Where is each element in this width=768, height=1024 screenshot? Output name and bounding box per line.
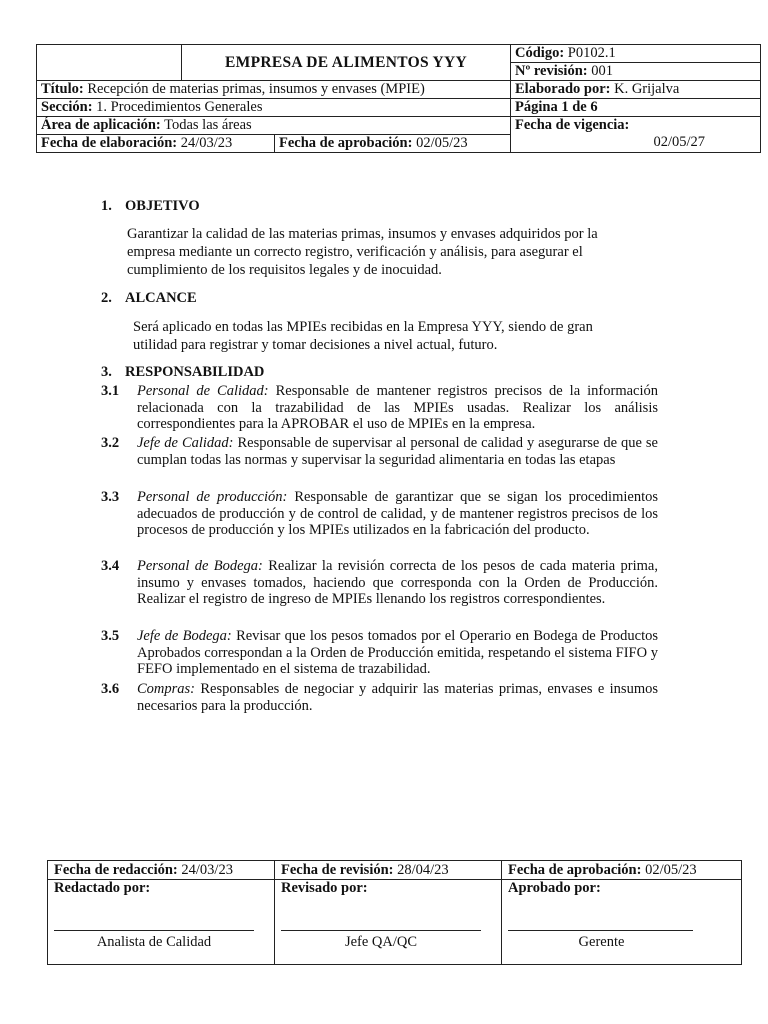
elaborado-value: K. Grijalva: [614, 81, 680, 97]
resp-item-personal-produccion: [101, 489, 658, 539]
signature-line: [508, 930, 693, 931]
pagina-cell: [511, 99, 761, 117]
codigo-label: Código:: [515, 45, 565, 61]
resp-text: Responsables de negociar y adquirir las materias primas, envases e insumos necesarios para la producción.: [137, 681, 658, 714]
objetivo-line: cumplimiento de los requisitos legales y de inocuidad.: [127, 262, 442, 278]
section-title: ALCANCE: [125, 290, 197, 306]
resp-item-jefe-bodega: [101, 628, 658, 678]
document-header-table: [36, 44, 761, 153]
objetivo-line: empresa mediante un correcto registro, verificación y análisis, para asegurar el: [127, 244, 583, 260]
alcance-line: utilidad para registrar y tomar decisiones a nivel actual, futuro.: [133, 337, 498, 353]
section-number: 1.: [101, 198, 112, 214]
aprobacion-fecha-label: Fecha de aprobación:: [508, 862, 642, 878]
revision-fecha-cell: [275, 861, 502, 880]
alcance-line: Será aplicado en todas las MPIEs recibidas en la Empresa YYY, siendo de gran: [133, 319, 593, 335]
vigencia-cell: [511, 117, 761, 153]
resp-item-compras: [101, 681, 658, 714]
redaccion-cell: [48, 861, 275, 880]
section-title: RESPONSABILIDAD: [125, 364, 265, 380]
objetivo-text: [127, 225, 653, 279]
elaborado-cell: [511, 81, 761, 99]
resp-number: 3.3: [101, 489, 120, 505]
titulo-cell: [37, 81, 511, 99]
signature-line: [54, 930, 254, 931]
elaboracion-label: Fecha de elaboración:: [41, 135, 178, 151]
aprobacion-cell: [275, 135, 511, 153]
resp-number: 3.1: [101, 383, 120, 399]
codigo-cell: [511, 45, 761, 63]
revisado-role: Jefe QA/QC: [344, 934, 418, 950]
section-title: OBJETIVO: [125, 198, 200, 214]
resp-text: Responsable de garantizar que se sigan los procedimientos adecuados de producción y de control de calidad, y de mantener registros precisos de los procesos de producción y los MPIEs utilizados en la fabricación del producto.: [137, 489, 658, 538]
revision-fecha-label: Fecha de revisión:: [281, 862, 394, 878]
elaboracion-value: 24/03/23: [180, 135, 233, 151]
area-cell: [37, 117, 511, 135]
resp-role: Personal de Bodega:: [137, 558, 263, 574]
section-responsabilidad-heading: [101, 364, 264, 381]
titulo-label: Título:: [41, 81, 84, 97]
resp-item-jefe-calidad: [101, 435, 658, 468]
revision-cell: [511, 63, 761, 81]
redactado-label: Redactado por:: [54, 880, 151, 896]
elaborado-label: Elaborado por:: [515, 81, 611, 97]
revisado-label: Revisado por:: [281, 880, 368, 896]
seccion-value: 1. Procedimientos Generales: [96, 99, 263, 115]
aprobado-label: Aprobado por:: [508, 880, 601, 896]
resp-number: 3.2: [101, 435, 120, 451]
aprobado-cell: [502, 880, 742, 965]
revisado-cell: [275, 880, 502, 965]
resp-item-personal-calidad: [101, 383, 658, 433]
section-objetivo-heading: [101, 198, 200, 215]
aprobado-role: Gerente: [578, 934, 625, 950]
resp-role: Personal de producción:: [137, 489, 288, 505]
resp-role: Jefe de Bodega:: [137, 628, 232, 644]
section-number: 3.: [101, 364, 112, 380]
resp-role: Jefe de Calidad:: [137, 435, 234, 451]
redactado-role: Analista de Calidad: [96, 934, 212, 950]
aprobacion-fecha-value: 02/05/23: [645, 862, 697, 878]
resp-role: Compras:: [137, 681, 196, 697]
revision-value: 001: [591, 63, 613, 79]
seccion-label: Sección:: [41, 99, 93, 115]
resp-role: Personal de Calidad:: [137, 383, 269, 399]
company-name: EMPRESA DE ALIMENTOS YYY: [182, 45, 511, 81]
page-number: Página 1 de 6: [515, 99, 598, 115]
resp-text: Responsable de mantener registros precisos de la información relacionada con la trazabilidad de las MPIEs usadas. Realizar los análisis correspondientes para la APROBAR el uso de MPIEs en la empresa.: [137, 383, 658, 432]
elaboracion-cell: [37, 135, 275, 153]
redaccion-label: Fecha de redacción:: [54, 862, 178, 878]
seccion-cell: [37, 99, 511, 117]
vigencia-label: Fecha de vigencia:: [515, 117, 630, 133]
revision-fecha-value: 28/04/23: [397, 862, 449, 878]
resp-number: 3.6: [101, 681, 120, 697]
aprobacion-label: Fecha de aprobación:: [279, 135, 413, 151]
resp-text: Realizar la revisión correcta de los pesos de cada materia prima, insumo y envases tomados, haciendo que corresponda con la Orden de Producción. Realizar el registro de ingreso de MPIEs llenando los registros correspondientes.: [137, 558, 658, 607]
header-logo-cell: [37, 45, 182, 81]
resp-item-personal-bodega: [101, 558, 658, 608]
signature-line: [281, 930, 481, 931]
aprobacion-fecha-cell: [502, 861, 742, 880]
titulo-value: Recepción de materias primas, insumos y envases (MPIE): [87, 81, 425, 97]
resp-text: Responsable de supervisar al personal de calidad y asegurarse de que se cumplan todas las normas y supervisar la seguridad alimentaria en todas las etapas: [137, 435, 658, 468]
redaccion-value: 24/03/23: [181, 862, 233, 878]
redactado-cell: [48, 880, 275, 965]
codigo-value: P0102.1: [567, 45, 616, 61]
aprobacion-value: 02/05/23: [416, 135, 468, 151]
vigencia-value: 02/05/27: [653, 134, 705, 150]
approval-footer-table: [47, 860, 742, 965]
objetivo-line: Garantizar la calidad de las materias primas, insumos y envases adquiridos por la: [127, 226, 598, 242]
revision-label: Nº revisión:: [515, 63, 588, 79]
section-number: 2.: [101, 290, 112, 306]
section-alcance-heading: [101, 290, 197, 307]
area-value: Todas las áreas: [164, 117, 252, 133]
resp-number: 3.5: [101, 628, 120, 644]
resp-number: 3.4: [101, 558, 120, 574]
resp-text: Revisar que los pesos tomados por el Operario en Bodega de Productos Aprobados correspondan a la Orden de Producción emitida, respetando el sistema FIFO y FEFO implementado en el sistema de trazabilidad.: [137, 628, 658, 677]
alcance-text: [133, 318, 663, 354]
area-label: Área de aplicación:: [41, 117, 161, 133]
